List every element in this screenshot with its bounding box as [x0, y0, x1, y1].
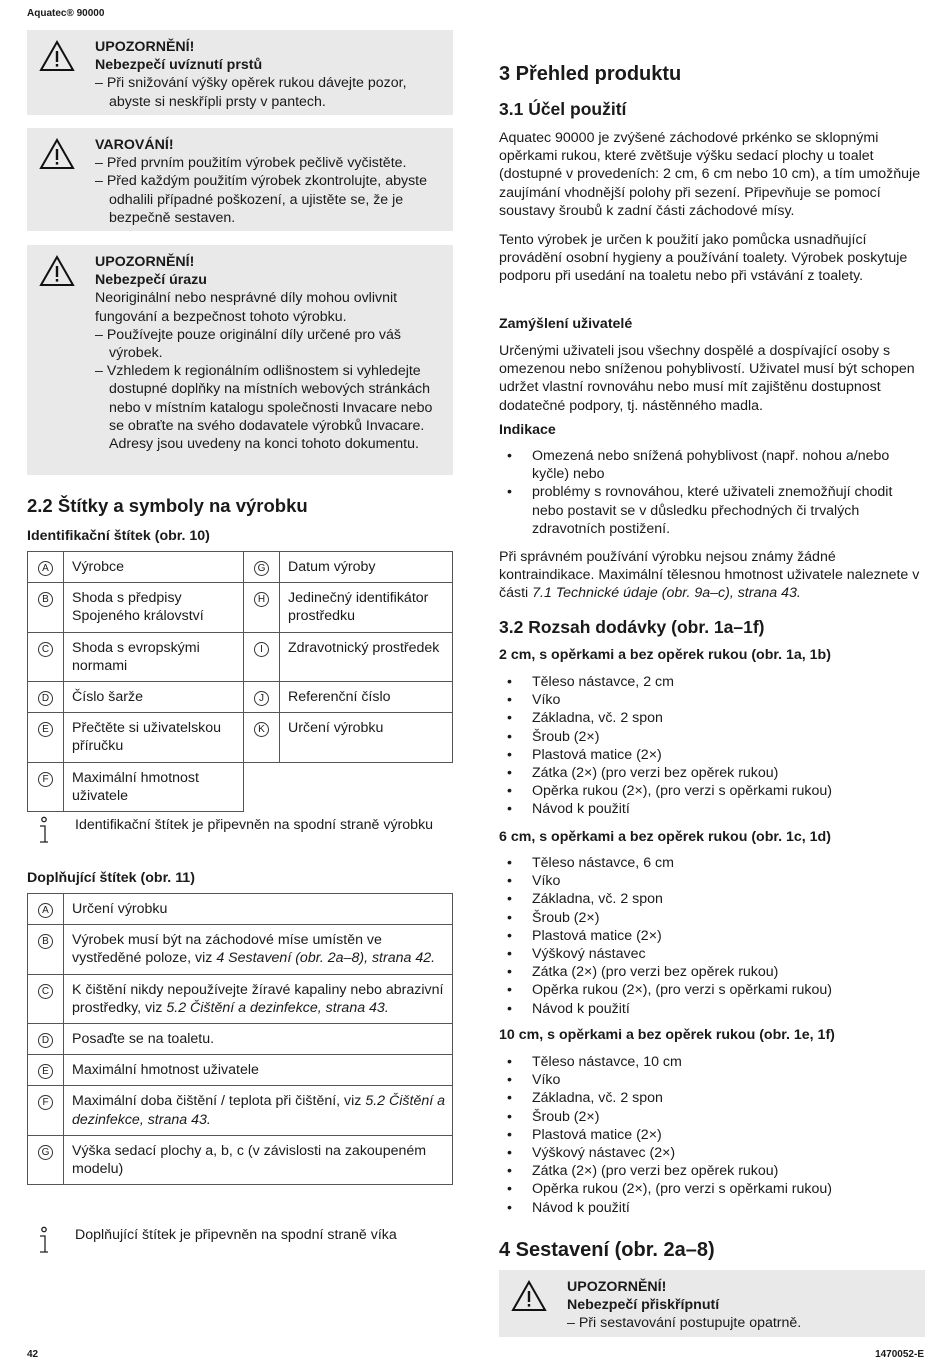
- list-item: • Víko: [499, 691, 925, 709]
- page-header: Aquatec® 90000: [27, 8, 105, 19]
- label-key-cell: [244, 552, 280, 583]
- label-key-symbol: D: [38, 1033, 53, 1048]
- table-row: [28, 1024, 453, 1055]
- list-item: • Těleso nástavce, 2 cm: [499, 673, 925, 691]
- label-key-cell: [28, 1086, 64, 1135]
- info-text: Doplňující štítek je připevněn na spodní straně víka: [75, 1227, 397, 1243]
- table-row: [28, 1135, 453, 1184]
- warning-triangle-icon: [39, 255, 75, 287]
- list-item: • Výškový nástavec (2×): [499, 1144, 925, 1162]
- label-key-cell: [28, 583, 64, 632]
- section-heading-3-2: 3.2 Rozsah dodávky (obr. 1a–1f): [499, 617, 765, 637]
- label-key-symbol: D: [38, 691, 53, 706]
- table-row: [28, 894, 453, 925]
- warning-text: Neoriginální nebo nesprávné díly mohou ovlivnit fungování a bezpečnost tohoto výrobku.: [95, 290, 398, 325]
- list-item: • Zátka (2×) (pro verzi bez opěrek rukou): [499, 764, 925, 782]
- label-key-symbol: G: [38, 1145, 53, 1160]
- table-row: [28, 682, 453, 713]
- info-text: Identifikační štítek je připevněn na spodní straně výrobku: [75, 817, 434, 833]
- label-key-cell: [28, 1024, 64, 1055]
- label-value-cell: Zdravotnický prostředek: [280, 632, 453, 681]
- list-item: • Plastová matice (2×): [499, 746, 925, 764]
- label-key-symbol: C: [38, 984, 53, 999]
- label-value-cell: Určení výrobku: [280, 713, 453, 762]
- id-label-heading: Identifikační štítek (obr. 10): [27, 528, 210, 544]
- list-item: • problémy s rovnováhou, které uživateli znemožňují chodit nebo postavit se v důsledku přechodných či trvalých zdravotních postižení.: [499, 483, 925, 538]
- table-row: [28, 1086, 453, 1135]
- warning-title: UPOZORNĚNÍ!: [95, 254, 195, 270]
- label-key-cell: [28, 713, 64, 762]
- list-item: • Opěrka rukou (2×), (pro verzi s opěrkami rukou): [499, 981, 925, 999]
- label-value-cell: [64, 925, 453, 974]
- section-heading-3-1: 3.1 Účel použití: [499, 99, 627, 119]
- section-heading-3: 3 Přehled produktu: [499, 63, 682, 85]
- info-icon: [37, 1226, 51, 1256]
- label-key-cell: [244, 583, 280, 632]
- group-heading-10cm: 10 cm, s opěrkami a bez opěrek rukou (obr. 1e, 1f): [499, 1027, 835, 1043]
- paragraph-contraindications: [499, 548, 925, 603]
- label-value-cell: [64, 1055, 453, 1086]
- table-row: [28, 552, 453, 583]
- id-label-table: [27, 551, 453, 812]
- label-key-cell: [28, 1135, 64, 1184]
- warning-item: – Před každým použitím výrobek zkontrolujte, abyste odhalili případné poškození, a ujistěte se, že je bezpečně sestaven.: [95, 172, 445, 227]
- table-row: [28, 762, 453, 811]
- list-item: • Těleso nástavce, 6 cm: [499, 854, 925, 872]
- label-value-cell: [64, 894, 453, 925]
- label-key-symbol: E: [38, 1064, 53, 1079]
- label-key-symbol: F: [38, 772, 53, 787]
- label-value-cell: [64, 1135, 453, 1184]
- list-item: • Návod k použití: [499, 1000, 925, 1018]
- list-item: • Návod k použití: [499, 800, 925, 818]
- warning-subtitle: Nebezpečí uvíznutí prstů: [95, 57, 263, 74]
- warning-box-pinch: [499, 1270, 925, 1337]
- label-key-cell: [28, 552, 64, 583]
- warning-item: – Před prvním použitím výrobek pečlivě vyčistěte.: [95, 154, 445, 172]
- label-value-cell: Referenční číslo: [280, 682, 453, 713]
- cross-reference-link[interactable]: 7.1 Technické údaje (obr. 9a–c), strana 43.: [532, 585, 801, 602]
- group-heading-2cm: 2 cm, s opěrkami a bez opěrek rukou (obr. 1a, 1b): [499, 647, 831, 663]
- table-row: [28, 1055, 453, 1086]
- label-value-cell: [64, 1086, 453, 1135]
- list-item: • Základna, vč. 2 spon: [499, 1089, 925, 1107]
- label-key-symbol: B: [38, 934, 53, 949]
- info-icon: [37, 816, 51, 846]
- indications-list: [499, 447, 925, 538]
- table-row: [28, 713, 453, 762]
- warning-title: UPOZORNĚNÍ!: [95, 39, 195, 55]
- label-key-symbol: G: [254, 561, 269, 576]
- label-key-symbol: C: [38, 642, 53, 657]
- label-key-symbol: E: [38, 722, 53, 737]
- label-key-cell: [28, 1055, 64, 1086]
- label-value-cell: [64, 1024, 453, 1055]
- label-key-cell: [244, 632, 280, 681]
- warning-item: – Při snižování výšky opěrek rukou dávejte pozor, abyste si neskřípli prsty v pantech.: [95, 74, 445, 110]
- list-item: • Výškový nástavec: [499, 945, 925, 963]
- label-value-cell: Shoda s evropskými normami: [64, 632, 244, 681]
- extra-label-info-note: [27, 1226, 453, 1256]
- extra-label-table: [27, 893, 453, 1185]
- warning-box-injury: [27, 245, 453, 475]
- label-value-cell: Jedinečný identifikátor prostředku: [280, 583, 453, 632]
- label-text: Posaďte se na toaletu.: [72, 1031, 215, 1048]
- cross-reference-link[interactable]: 5.2 Čištění a dezinfekce, strana 43.: [72, 1093, 445, 1128]
- contraindications-text: Při správném používání výrobku nejsou známy žádné kontraindikace. Maximální tělesnou hmotnost uživatele naleznete v části: [499, 549, 920, 602]
- label-text: Maximální hmotnost uživatele: [72, 1062, 259, 1079]
- label-text: Maximální doba čištění / teplota při čištění, viz: [72, 1093, 366, 1110]
- label-key-symbol: A: [38, 903, 53, 918]
- label-value-cell: Přečtěte si uživatelskou příručku: [64, 713, 244, 762]
- delivery-list-10cm: [499, 1053, 925, 1217]
- label-value-cell: [64, 974, 453, 1023]
- empty-cell: [244, 762, 453, 811]
- list-item: • Opěrka rukou (2×), (pro verzi s opěrkami rukou): [499, 1180, 925, 1198]
- section-heading-4: 4 Sestavení (obr. 2a–8): [499, 1239, 715, 1261]
- list-item: • Zátka (2×) (pro verzi bez opěrek rukou): [499, 963, 925, 981]
- warning-subtitle: Nebezpečí úrazu: [95, 272, 207, 289]
- label-value-cell: Maximální hmotnost uživatele: [64, 762, 244, 811]
- label-key-symbol: A: [38, 561, 53, 576]
- label-text: K čištění nikdy nepoužívejte žíravé kapaliny nebo abrazivní prostředky, viz: [72, 981, 444, 1016]
- list-item: • Víko: [499, 872, 925, 890]
- list-item: • Víko: [499, 1071, 925, 1089]
- delivery-list-2cm: [499, 673, 925, 819]
- list-item: • Základna, vč. 2 spon: [499, 890, 925, 908]
- label-key-cell: [244, 682, 280, 713]
- label-key-cell: [28, 762, 64, 811]
- warning-item: – Vzhledem k regionálním odlišnostem si vyhledejte dostupné doplňky na místních webových stránkách nebo v místním katalogu společnosti Invacare nebo se obraťte na svého dodavatele výrobků Invacare. Adresy jsou uvedeny na konci tohoto dokumentu.: [95, 362, 445, 453]
- warning-triangle-icon: [39, 138, 75, 170]
- page-number: 42: [27, 1349, 39, 1360]
- warning-title: UPOZORNĚNÍ!: [567, 1279, 667, 1295]
- warning-item: – Používejte pouze originální díly určené pro váš výrobek.: [95, 326, 445, 362]
- label-key-cell: [28, 682, 64, 713]
- label-value-cell: Výrobce: [64, 552, 244, 583]
- warning-title: VAROVÁNÍ!: [95, 137, 174, 153]
- warning-box-finger-trap: [27, 30, 453, 115]
- delivery-list-6cm: [499, 854, 925, 1018]
- label-value-cell: Shoda s předpisy Spojeného království: [64, 583, 244, 632]
- extra-label-heading: Doplňující štítek (obr. 11): [27, 870, 195, 886]
- label-key-symbol: K: [254, 722, 269, 737]
- id-label-info-note: [27, 816, 453, 856]
- list-item: • Šroub (2×): [499, 909, 925, 927]
- label-key-cell: [28, 925, 64, 974]
- label-key-cell: [244, 713, 280, 762]
- table-row: [28, 632, 453, 681]
- label-value-cell: Číslo šarže: [64, 682, 244, 713]
- list-item: • Zátka (2×) (pro verzi bez opěrek rukou): [499, 1162, 925, 1180]
- table-row: [28, 974, 453, 1023]
- paragraph-use: Tento výrobek je určen k použití jako pomůcka usnadňující provádění osobní hygieny a používání toalety. Výrobek poskytuje podporu při usedání na toaletu nebo při vstávání z toalety.: [499, 232, 908, 285]
- label-key-cell: [28, 894, 64, 925]
- label-key-symbol: J: [254, 691, 269, 706]
- label-key-symbol: B: [38, 592, 53, 607]
- label-key-symbol: F: [38, 1095, 53, 1110]
- list-item: • Základna, vč. 2 spon: [499, 709, 925, 727]
- warning-box-cleaning: [27, 128, 453, 231]
- label-text: Určení výrobku: [72, 901, 168, 917]
- warning-triangle-icon: [39, 40, 75, 72]
- list-item: • Opěrka rukou (2×), (pro verzi s opěrkami rukou): [499, 782, 925, 800]
- table-row: [28, 925, 453, 974]
- group-heading-6cm: 6 cm, s opěrkami a bez opěrek rukou (obr. 1c, 1d): [499, 829, 831, 845]
- section-heading-2-2: 2.2 Štítky a symboly na výrobku: [27, 495, 308, 516]
- list-item: • Plastová matice (2×): [499, 927, 925, 945]
- list-item: • Návod k použití: [499, 1199, 925, 1217]
- paragraph-purpose: Aquatec 90000 je zvýšené záchodové prkénko se sklopnými opěrkami rukou, které zvětšuje výšku sedací plochy u toalet (dostupné v provedeních: 2 cm, 6 cm nebo 10 cm), a tím umožňuje zaujímání vhodnější polohy při sezení. Připevňuje se pomocí soustavy šroubů k zadní části záchodové mísy.: [499, 130, 921, 219]
- warning-subtitle: Nebezpečí přiskřípnutí: [567, 1297, 720, 1314]
- label-key-cell: [28, 632, 64, 681]
- paragraph-users: Určenými uživateli jsou všechny dospělé a dospívající osoby s omezenou nebo sníženou pohyblivostí. Uživatel musí být schopen udržet vlastní rovnováhu nebo musí mít zajištěnu dostupnost dodatečné podpory, tj. nástěnného madla.: [499, 343, 915, 414]
- list-item: • Šroub (2×): [499, 728, 925, 746]
- label-text: Výška sedací plochy a, b, c (v závislosti na zakoupeném modelu): [72, 1142, 427, 1178]
- warning-triangle-icon: [511, 1280, 547, 1312]
- cross-reference-link[interactable]: 4 Sestavení (obr. 2a–8), strana 42.: [216, 950, 436, 967]
- users-heading: Zamýšlení uživatelé: [499, 316, 633, 332]
- indications-heading: Indikace: [499, 422, 556, 438]
- list-item: • Těleso nástavce, 10 cm: [499, 1053, 925, 1071]
- list-item: • Omezená nebo snížená pohyblivost (např. nohou a/nebo kyčle) nebo: [499, 447, 925, 483]
- label-text: Výrobek musí být na záchodové míse umístěn ve vystředěné poloze, viz: [72, 932, 382, 967]
- label-value-cell: Datum výroby: [280, 552, 453, 583]
- list-item: • Plastová matice (2×): [499, 1126, 925, 1144]
- cross-reference-link[interactable]: 5.2 Čištění a dezinfekce, strana 43.: [166, 999, 389, 1016]
- label-key-symbol: H: [254, 592, 269, 607]
- label-key-cell: [28, 974, 64, 1023]
- table-row: [28, 583, 453, 632]
- document-number: 1470052-E: [875, 1349, 924, 1360]
- label-key-symbol: I: [254, 642, 269, 657]
- list-item: • Šroub (2×): [499, 1108, 925, 1126]
- warning-item: – Při sestavování postupujte opatrně.: [567, 1314, 917, 1332]
